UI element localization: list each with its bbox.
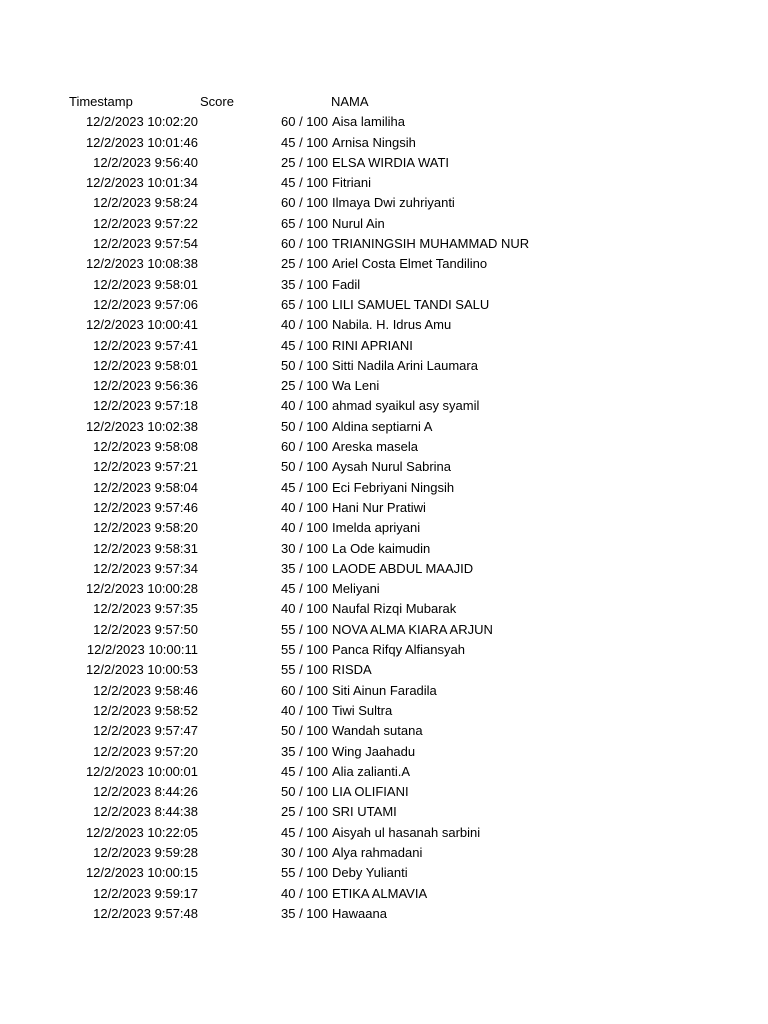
table-row	[0, 417, 768, 437]
cell-score: 40 / 100	[281, 317, 328, 333]
cell-timestamp: 12/2/2023 10:00:11	[86, 642, 198, 658]
header-timestamp: Timestamp	[69, 94, 133, 109]
cell-score: 40 / 100	[281, 601, 328, 617]
table-row	[0, 234, 768, 254]
cell-nama: Arnisa Ningsih	[332, 134, 416, 150]
cell-timestamp: 12/2/2023 9:57:47	[93, 723, 198, 739]
cell-timestamp: 12/2/2023 9:57:22	[93, 215, 198, 231]
cell-nama: Aisa lamiliha	[332, 114, 405, 130]
cell-nama: Nurul Ain	[332, 215, 385, 231]
cell-nama: LIA OLIFIANI	[332, 784, 409, 800]
cell-nama: Sitti Nadila Arini Laumara	[332, 357, 478, 373]
cell-nama: Naufal Rizqi Mubarak	[332, 601, 457, 617]
cell-timestamp: 12/2/2023 9:58:31	[93, 540, 198, 556]
cell-nama: Siti Ainun Faradila	[332, 682, 437, 698]
cell-nama: Ariel Costa Elmet Tandilino	[332, 256, 488, 272]
table-row	[0, 559, 768, 579]
cell-score: 35 / 100	[281, 743, 328, 759]
table-row	[0, 356, 768, 376]
cell-timestamp: 12/2/2023 9:57:54	[93, 236, 198, 252]
cell-nama: Aisyah ul hasanah sarbini	[332, 824, 481, 840]
table-header-row	[0, 92, 768, 112]
table-row	[0, 133, 768, 153]
cell-nama: Nabila. H. Idrus Amu	[332, 317, 452, 333]
cell-score: 45 / 100	[281, 763, 328, 779]
table-row	[0, 823, 768, 843]
cell-nama: LAODE ABDUL MAAJID	[332, 560, 474, 576]
cell-nama: ELSA WIRDIA WATI	[332, 154, 450, 170]
cell-score: 60 / 100	[281, 195, 328, 211]
cell-nama: Deby Yulianti	[332, 865, 408, 881]
cell-timestamp: 12/2/2023 10:00:41	[85, 317, 198, 333]
cell-score: 40 / 100	[281, 885, 328, 901]
cell-timestamp: 12/2/2023 10:02:20	[85, 114, 198, 130]
cell-nama: LILI SAMUEL TANDI SALU	[332, 296, 490, 312]
cell-nama: Aldina septiarni A	[332, 418, 433, 434]
cell-score: 25 / 100	[281, 154, 328, 170]
cell-timestamp: 12/2/2023 10:01:34	[85, 175, 198, 191]
table-row	[0, 315, 768, 335]
table-row	[0, 336, 768, 356]
cell-score: 45 / 100	[281, 134, 328, 150]
cell-nama: ETIKA ALMAVIA	[332, 885, 428, 901]
cell-timestamp: 12/2/2023 9:58:46	[93, 682, 198, 698]
cell-nama: Panca Rifqy Alfiansyah	[332, 642, 465, 658]
cell-score: 55 / 100	[281, 865, 328, 881]
cell-score: 45 / 100	[281, 337, 328, 353]
cell-timestamp: 12/2/2023 10:00:53	[85, 662, 198, 678]
cell-timestamp: 12/2/2023 9:57:50	[93, 621, 198, 637]
cell-nama: Wa Leni	[332, 378, 380, 394]
cell-timestamp: 12/2/2023 9:58:01	[93, 276, 198, 292]
cell-score: 50 / 100	[281, 723, 328, 739]
table-row	[0, 863, 768, 883]
cell-score: 55 / 100	[281, 642, 328, 658]
table-row	[0, 599, 768, 619]
cell-timestamp: 12/2/2023 10:00:28	[85, 581, 198, 597]
cell-score: 65 / 100	[281, 296, 328, 312]
cell-timestamp: 12/2/2023 9:57:48	[93, 905, 198, 921]
cell-score: 55 / 100	[281, 662, 328, 678]
cell-nama: Eci Febriyani Ningsih	[332, 479, 455, 495]
table-row	[0, 539, 768, 559]
cell-nama: Alia zalianti.A	[332, 763, 411, 779]
cell-score: 60 / 100	[281, 439, 328, 455]
table-row	[0, 396, 768, 416]
cell-timestamp: 12/2/2023 9:57:46	[93, 499, 198, 515]
cell-score: 45 / 100	[281, 824, 328, 840]
cell-score: 50 / 100	[281, 418, 328, 434]
table-row	[0, 112, 768, 132]
table-row	[0, 153, 768, 173]
cell-score: 45 / 100	[281, 479, 328, 495]
cell-score: 30 / 100	[281, 540, 328, 556]
table-row	[0, 884, 768, 904]
cell-timestamp: 12/2/2023 9:59:28	[93, 844, 198, 860]
cell-nama: NOVA ALMA KIARA ARJUN	[332, 621, 493, 637]
cell-score: 60 / 100	[281, 236, 328, 252]
cell-nama: La Ode kaimudin	[332, 540, 431, 556]
cell-nama: Meliyani	[332, 581, 380, 597]
cell-timestamp: 12/2/2023 8:44:26	[93, 784, 198, 800]
cell-timestamp: 12/2/2023 10:00:15	[85, 865, 198, 881]
cell-nama: RINI APRIANI	[332, 337, 413, 353]
cell-nama: Fadil	[332, 276, 361, 292]
table-row	[0, 376, 768, 396]
cell-score: 40 / 100	[281, 398, 328, 414]
cell-timestamp: 12/2/2023 9:57:21	[93, 459, 198, 475]
table-row	[0, 254, 768, 274]
table-body	[0, 112, 768, 924]
table-row	[0, 579, 768, 599]
cell-timestamp: 12/2/2023 9:58:08	[93, 439, 198, 455]
cell-timestamp: 12/2/2023 10:02:38	[85, 418, 198, 434]
cell-nama: Wandah sutana	[332, 723, 423, 739]
cell-timestamp: 12/2/2023 9:58:24	[93, 195, 198, 211]
cell-score: 25 / 100	[281, 256, 328, 272]
table-row	[0, 742, 768, 762]
table-row	[0, 721, 768, 741]
cell-score: 55 / 100	[281, 621, 328, 637]
cell-timestamp: 12/2/2023 9:58:20	[93, 520, 198, 536]
table-row	[0, 782, 768, 802]
table-row	[0, 843, 768, 863]
table-row	[0, 762, 768, 782]
cell-timestamp: 12/2/2023 9:57:18	[93, 398, 198, 414]
cell-timestamp: 12/2/2023 9:56:36	[93, 378, 198, 394]
cell-timestamp: 12/2/2023 9:57:06	[93, 296, 198, 312]
table-row	[0, 518, 768, 538]
cell-score: 50 / 100	[281, 459, 328, 475]
cell-nama: Hani Nur Pratiwi	[332, 499, 426, 515]
cell-timestamp: 12/2/2023 10:08:38	[85, 256, 198, 272]
cell-score: 25 / 100	[281, 378, 328, 394]
table-row	[0, 802, 768, 822]
table-row	[0, 660, 768, 680]
cell-nama: Hawaana	[332, 905, 387, 921]
table-row	[0, 214, 768, 234]
header-nama: NAMA	[331, 94, 369, 109]
cell-timestamp: 12/2/2023 9:58:01	[93, 357, 198, 373]
table-row	[0, 498, 768, 518]
cell-score: 40 / 100	[281, 702, 328, 718]
table-row	[0, 437, 768, 457]
table-row	[0, 701, 768, 721]
cell-score: 45 / 100	[281, 581, 328, 597]
cell-nama: Imelda apriyani	[332, 520, 421, 536]
table-row	[0, 681, 768, 701]
cell-nama: Aysah Nurul Sabrina	[332, 459, 451, 475]
cell-score: 40 / 100	[281, 520, 328, 536]
table-row	[0, 275, 768, 295]
cell-score: 40 / 100	[281, 499, 328, 515]
cell-nama: Areska masela	[332, 439, 418, 455]
cell-timestamp: 12/2/2023 10:00:01	[85, 763, 198, 779]
table-row	[0, 620, 768, 640]
score-table	[0, 92, 768, 924]
table-row	[0, 478, 768, 498]
cell-timestamp: 12/2/2023 9:57:20	[93, 743, 198, 759]
cell-nama: Wing Jaahadu	[332, 743, 416, 759]
cell-score: 60 / 100	[281, 114, 328, 130]
table-row	[0, 193, 768, 213]
cell-timestamp: 12/2/2023 10:01:46	[85, 134, 198, 150]
header-score: Score	[200, 94, 234, 109]
cell-timestamp: 12/2/2023 9:57:41	[93, 337, 198, 353]
cell-score: 50 / 100	[281, 357, 328, 373]
cell-nama: SRI UTAMI	[332, 804, 397, 820]
cell-nama: Alya rahmadani	[332, 844, 423, 860]
cell-score: 30 / 100	[281, 844, 328, 860]
cell-timestamp: 12/2/2023 8:44:38	[93, 804, 198, 820]
table-row	[0, 173, 768, 193]
cell-score: 25 / 100	[281, 804, 328, 820]
cell-nama: Fitriani	[332, 175, 372, 191]
cell-timestamp: 12/2/2023 9:59:17	[93, 885, 198, 901]
cell-nama: RISDA	[332, 662, 372, 678]
cell-timestamp: 12/2/2023 9:57:34	[93, 560, 198, 576]
cell-timestamp: 12/2/2023 9:56:40	[93, 154, 198, 170]
cell-timestamp: 12/2/2023 10:22:05	[85, 824, 198, 840]
cell-nama: Ilmaya Dwi zuhriyanti	[332, 195, 455, 211]
cell-score: 35 / 100	[281, 905, 328, 921]
table-row	[0, 640, 768, 660]
cell-nama: Tiwi Sultra	[332, 702, 393, 718]
table-row	[0, 904, 768, 924]
cell-timestamp: 12/2/2023 9:58:52	[93, 702, 198, 718]
cell-nama: ahmad syaikul asy syamil	[332, 398, 480, 414]
cell-nama: TRIANINGSIH MUHAMMAD NUR	[332, 236, 530, 252]
cell-score: 60 / 100	[281, 682, 328, 698]
cell-score: 50 / 100	[281, 784, 328, 800]
cell-score: 35 / 100	[281, 276, 328, 292]
cell-timestamp: 12/2/2023 9:57:35	[93, 601, 198, 617]
cell-score: 45 / 100	[281, 175, 328, 191]
cell-score: 35 / 100	[281, 560, 328, 576]
table-row	[0, 457, 768, 477]
cell-score: 65 / 100	[281, 215, 328, 231]
table-row	[0, 295, 768, 315]
cell-timestamp: 12/2/2023 9:58:04	[93, 479, 198, 495]
